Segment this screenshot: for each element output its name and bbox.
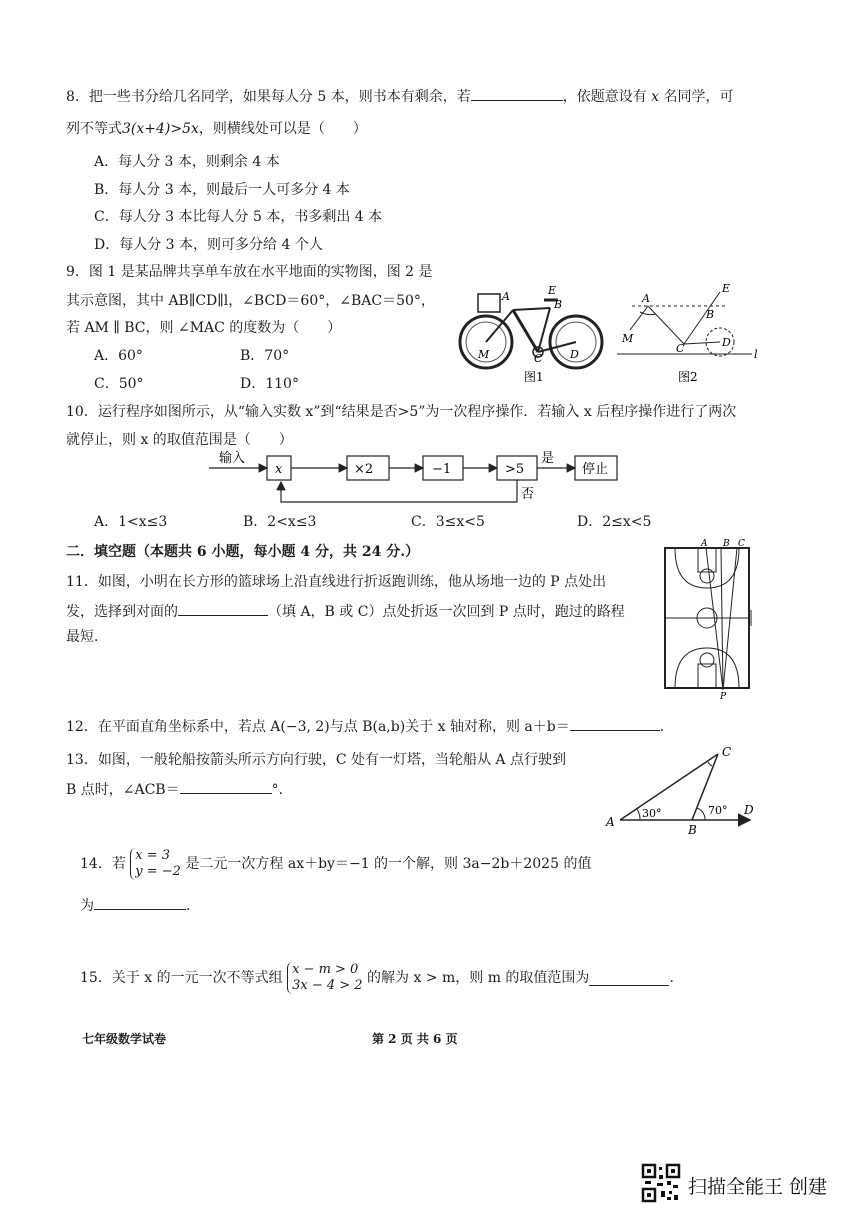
q15-stem-text-2: 的解为 x > m，则 m 的取值范围为 [367, 970, 590, 986]
fig13-label-d: D [744, 803, 754, 817]
q14-line2 [80, 895, 190, 915]
q10-option-d: D．2≤x<5 [577, 514, 652, 530]
flow-yes-label: 是 [541, 451, 555, 466]
q10-flowchart [205, 448, 625, 510]
q14-equation-1: x = 3 [135, 848, 171, 863]
q10-line1: 10．运行程序如图所示，从“输入实数 x”到“结果是否>5”为一次程序操作．若输入 x 后程序操作进行了两次 [66, 404, 737, 420]
fig2-caption: 图2 [678, 370, 698, 384]
fig2-label-b: B [706, 308, 715, 321]
q12-answer-blank [570, 716, 660, 731]
flow-compare-label: >5 [505, 462, 525, 477]
court-label-c: C [738, 539, 745, 549]
fig2-label-m: M [622, 332, 634, 345]
q8-stem-text-2: ，依题意设有 [562, 89, 647, 105]
q12-stem-end: . [659, 719, 665, 735]
court-label-b: B [723, 539, 730, 549]
q8-option-d: D．每人分 3 本，则可多分给 4 个人 [94, 237, 323, 253]
q9-option-d: D．110° [240, 376, 299, 392]
q8-option-a: A．每人分 3 本，则剩余 4 本 [94, 154, 280, 170]
fig13-label-b: B [688, 823, 697, 834]
q15-inequality-1: x − m > 0 [292, 962, 359, 977]
q15-answer-blank [589, 971, 669, 986]
q9-line3: 若 AM ∥ BC，则 ∠MAC 的度数为（ ） [66, 320, 342, 336]
q8-variable: x [651, 89, 660, 105]
q9-option-a: A．60° [94, 348, 143, 364]
q8-option-c: C．每人分 3 本比每人分 5 本，书多剩出 4 本 [94, 209, 383, 225]
court-label-p: P [720, 692, 727, 700]
q8-stem-text-3: 名同学，可 [663, 89, 734, 105]
q15-stem-text: 15．关于 x 的一元一次不等式组 [80, 970, 283, 986]
q15-line [80, 962, 674, 994]
q9-line2: 其示意图，其中 AB∥CD∥l，∠BCD＝60°，∠BAC＝50°， [66, 293, 435, 309]
fig2-label-a: A [642, 292, 650, 305]
q14-stem-text-3: 为 [80, 898, 94, 914]
footer-exam-title: 七年级数学试卷 [82, 1032, 167, 1046]
fig2-label-d: D [722, 336, 731, 349]
q10-option-b: B．2<x≤3 [243, 514, 317, 530]
q14-line1 [80, 848, 591, 880]
q9-option-b: B．70° [240, 348, 290, 364]
fig1-label-e: E [548, 284, 557, 297]
q13-triangle-figure [600, 742, 760, 834]
q15-inequality-2: 3x − 4 > 2 [292, 978, 363, 993]
fig1-label-a: A [502, 290, 510, 303]
q13-line1: 13．如图，一般轮船按箭头所示方向行驶，C 处有一灯塔，当轮船从 A 点行驶到 [66, 752, 566, 768]
q8-inequality: 3(x+4)>5x [122, 121, 199, 137]
q8-option-b: B．每人分 3 本，则最后一人可多分 4 本 [94, 182, 350, 198]
q13-answer-blank [180, 779, 272, 794]
qr-code-icon [641, 1163, 681, 1203]
fig13-angle-30: 30° [642, 807, 662, 820]
flow-x-label: x [275, 462, 283, 477]
fig13-label-a: A [606, 815, 615, 829]
fig1-label-d: D [570, 348, 579, 361]
q8-stem-text-5: ，则横线处可以是（ ） [198, 121, 367, 137]
q11-answer-blank [178, 601, 268, 616]
q14-stem-text-2: 是二元一次方程 ax＋by＝−1 的一个解，则 3a−2b＋2025 的值 [185, 856, 592, 872]
q14-equation-system [130, 848, 181, 880]
flow-subtract-label: −1 [432, 462, 452, 477]
q15-inequality-system [287, 962, 362, 994]
watermark-text: 扫描全能王 创建 [688, 1176, 828, 1198]
q9-figure2-schematic [612, 282, 762, 387]
q8-line2 [66, 120, 367, 138]
q14-stem-text: 14．若 [80, 856, 126, 872]
q11-line3: 最短． [66, 629, 108, 645]
q8-line1 [66, 86, 734, 106]
q8-stem-text: 8．把一些书分给几名同学，如果每人分 5 本，则书本有剩余，若 [66, 89, 471, 105]
fig2-label-e: E [722, 282, 731, 295]
q13-stem-end: °. [271, 782, 284, 798]
q8-stem-text-4: 列不等式 [66, 121, 122, 137]
fig1-label-b: B [554, 298, 563, 311]
fig2-label-c: C [676, 342, 685, 355]
fig13-label-c: C [722, 745, 732, 759]
fig2-label-l: l [754, 348, 758, 361]
q12-stem-text: 12．在平面直角坐标系中，若点 A(−3, 2)与点 B(a,b)关于 x 轴对称，则 a＋b＝ [66, 719, 570, 735]
q10-option-a: A．1<x≤3 [94, 514, 168, 530]
q13-line2 [66, 779, 283, 799]
q15-stem-end: . [669, 970, 674, 986]
q14-equation-2: y = −2 [135, 864, 181, 879]
fig1-label-c: C [534, 352, 543, 365]
footer-page-number: 第 2 页 共 6 页 [372, 1032, 458, 1046]
section-heading: 二．填空题（本题共 6 小题，每小题 4 分，共 24 分.） [66, 544, 420, 560]
fig13-angle-70: 70° [708, 804, 728, 817]
q11-stem-text: 发，选择到对面的 [66, 604, 178, 620]
q8-answer-blank [471, 86, 563, 101]
q9-figure1-bicycle [458, 280, 608, 385]
court-label-a: A [701, 539, 708, 549]
q13-stem-text: B 点时，∠ACB＝ [66, 782, 180, 798]
q14-answer-blank [94, 895, 186, 910]
q11-basketball-court [660, 538, 756, 700]
q11-line2 [66, 601, 625, 621]
fig1-caption: 图1 [524, 370, 544, 384]
q9-option-c: C．50° [94, 376, 144, 392]
flow-stop-label: 停止 [582, 462, 609, 477]
q10-option-c: C．3≤x<5 [411, 514, 485, 530]
flow-input-label: 输入 [219, 451, 246, 466]
q14-stem-end: . [186, 898, 191, 914]
q9-line1: 9．图 1 是某品牌共享单车放在水平地面的实物图，图 2 是 [66, 264, 433, 280]
q10-line2: 就停止，则 x 的取值范围是（ ） [66, 432, 293, 448]
fig1-label-m: M [478, 348, 490, 361]
q11-line1: 11．如图，小明在长方形的篮球场上沿直线进行折返跑训练，他从场地一边的 P 点处出 [66, 574, 607, 590]
flow-no-label: 否 [521, 487, 535, 502]
q11-stem-text-2: （填 A，B 或 C）点处折返一次回到 P 点时，跑过的路程 [268, 604, 625, 620]
q12-line [66, 716, 664, 736]
flow-multiply-label: ×2 [354, 462, 374, 477]
